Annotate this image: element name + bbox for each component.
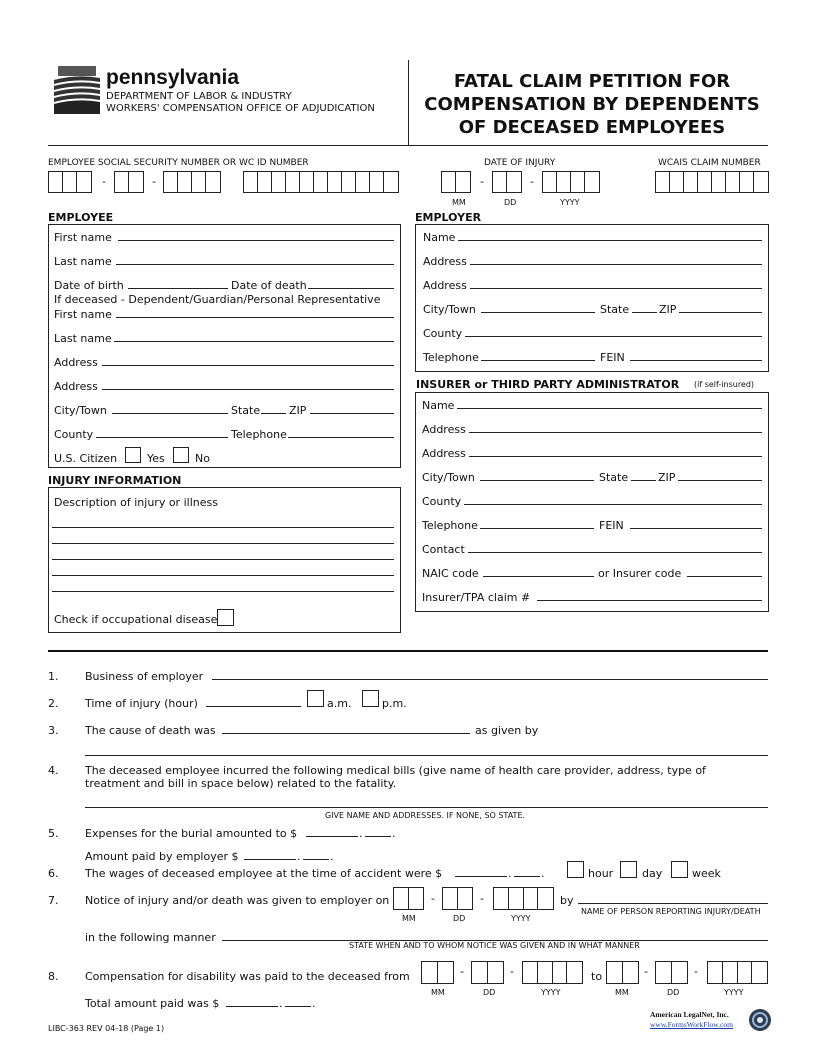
q8-from-yyyy[interactable] <box>522 961 583 984</box>
week-checkbox[interactable] <box>671 861 688 878</box>
week-label: week <box>692 867 721 880</box>
ins-claim-label: Insurer/TPA claim # <box>422 591 531 604</box>
q8-from-dash1: - <box>460 965 464 978</box>
er-city-field[interactable] <box>481 312 595 313</box>
q7-dd-label: DD <box>453 914 466 923</box>
dept-line1: DEPARTMENT OF LABOR & INDUSTRY <box>106 91 292 102</box>
q7-dash2: - <box>480 892 484 905</box>
am-checkbox[interactable] <box>307 690 324 707</box>
emp-city-label: City/Town <box>54 404 107 417</box>
emp-address1-label: Address <box>54 356 98 369</box>
q7-reporter-caption: NAME OF PERSON REPORTING INJURY/DEATH <box>581 907 761 916</box>
q5-label: Expenses for the burial amounted to $ <box>85 827 298 840</box>
emp-zip-field[interactable] <box>310 413 394 414</box>
er-zip-label: ZIP <box>659 303 677 316</box>
ins-city-label: City/Town <box>422 471 475 484</box>
ins-county-field[interactable] <box>464 504 762 505</box>
q7-yyyy-label: YYYY <box>511 914 531 923</box>
citizen-no-label: No <box>195 452 210 465</box>
er-address1-label: Address <box>423 255 467 268</box>
q8-to-label: to <box>591 970 603 983</box>
emp-first-name-label: First name <box>54 231 112 244</box>
er-zip-field[interactable] <box>679 312 762 313</box>
q8-from-mm-label: MM <box>431 988 445 997</box>
q5-cents-field[interactable] <box>365 836 391 837</box>
injury-line-2[interactable] <box>52 543 394 544</box>
employer-box <box>415 224 769 372</box>
injury-description-label: Description of injury or illness <box>54 496 218 509</box>
ssn-dash1: - <box>102 175 106 188</box>
er-state-field[interactable] <box>632 312 657 313</box>
insurer-heading-note: (if self-insured) <box>694 380 755 389</box>
q7-number: 7. <box>48 894 59 907</box>
q7-label: Notice of injury and/or death was given to employer on <box>85 894 390 907</box>
injury-line-3[interactable] <box>52 559 394 560</box>
emp-dob-field[interactable] <box>128 288 228 289</box>
ins-zip-field[interactable] <box>678 480 762 481</box>
q8-total-label: Total amount paid was $ <box>85 997 220 1010</box>
emp-first-name-field[interactable] <box>118 240 394 241</box>
q5-paid-dot: . <box>297 850 301 863</box>
occupational-label: Check if occupational disease <box>54 613 218 626</box>
hour-checkbox[interactable] <box>567 861 584 878</box>
employer-heading: EMPLOYER <box>415 211 482 224</box>
wcais-number[interactable] <box>655 171 769 193</box>
er-address2-label: Address <box>423 279 467 292</box>
emp-state-label: State <box>231 404 261 417</box>
q7-dash1: - <box>431 892 435 905</box>
emp-state-field[interactable] <box>261 413 286 414</box>
employee-heading: EMPLOYEE <box>48 211 114 224</box>
ins-fein-field[interactable] <box>630 528 762 529</box>
q6-cents-field[interactable] <box>514 876 540 877</box>
q2-label: Time of injury (hour) <box>85 697 198 710</box>
state-name: pennsylvania <box>106 66 240 89</box>
emp-address2-field[interactable] <box>102 389 394 390</box>
q6-number: 6. <box>48 867 59 880</box>
q4-number: 4. <box>48 764 59 777</box>
hour-label: hour <box>588 867 614 880</box>
q8-to-dash2: - <box>694 965 698 978</box>
q5-paid-cents-field[interactable] <box>303 859 329 860</box>
doi-dash1: - <box>480 175 484 188</box>
ins-address1-field[interactable] <box>469 432 762 433</box>
q3-cause-field[interactable] <box>222 733 470 734</box>
ins-telephone-label: Telephone <box>422 519 478 532</box>
if-deceased-label: If deceased - Dependent/Guardian/Personal Representative <box>54 293 381 306</box>
emp-telephone-field[interactable] <box>288 437 394 438</box>
q4-caption: GIVE NAME AND ADDRESSES. IF NONE, SO STATE. <box>325 811 526 820</box>
q6-dot: . <box>508 867 512 880</box>
emp-zip-label: ZIP <box>289 404 307 417</box>
citizen-yes-label: Yes <box>147 452 165 465</box>
ins-city-field[interactable] <box>480 480 594 481</box>
ins-zip-label: ZIP <box>658 471 676 484</box>
form-id: LIBC-363 REV 04-18 (Page 1) <box>48 1024 165 1033</box>
er-county-field[interactable] <box>465 336 762 337</box>
pm-label: p.m. <box>382 697 407 710</box>
q8-to-mm-label: MM <box>615 988 629 997</box>
emp-last-name-label: Last name <box>54 255 112 268</box>
rep-last-name-label: Last name <box>54 332 112 345</box>
ins-telephone-field[interactable] <box>480 528 594 529</box>
title-line3: OF DECEASED EMPLOYEES <box>458 117 726 138</box>
emp-city-field[interactable] <box>112 413 228 414</box>
rep-first-name-label: First name <box>54 308 112 321</box>
er-fein-label: FEIN <box>600 351 625 364</box>
q5-number: 5. <box>48 827 59 840</box>
ins-name-label: Name <box>422 399 455 412</box>
q1-field[interactable] <box>212 679 768 680</box>
q4-label-line2: treatment and bill in space below) related to the fatality. <box>85 777 397 790</box>
q8-to-yyyy[interactable] <box>707 961 768 984</box>
dept-line2: WORKERS' COMPENSATION OFFICE OF ADJUDICATION <box>106 103 375 114</box>
section-divider <box>48 650 768 652</box>
q8-total-dollars-field[interactable] <box>226 1006 278 1007</box>
q8-from-dd-label: DD <box>483 988 496 997</box>
ins-insurer-code-label: or Insurer code <box>598 567 682 580</box>
er-telephone-field[interactable] <box>481 360 595 361</box>
q8-to-yyyy-label: YYYY <box>724 988 744 997</box>
ins-state-field[interactable] <box>631 480 656 481</box>
ins-claim-field[interactable] <box>537 600 762 601</box>
doi-dd-label: DD <box>504 198 517 207</box>
q5-end-dot: . <box>392 827 396 840</box>
q7-dd[interactable] <box>442 887 473 910</box>
q8-from-dash2: - <box>510 965 514 978</box>
q7-manner-caption: STATE WHEN AND TO WHOM NOTICE WAS GIVEN AND IN WHAT MANNER <box>349 941 640 950</box>
ins-contact-label: Contact <box>422 543 465 556</box>
ins-naic-label: NAIC code <box>422 567 479 580</box>
ins-state-label: State <box>599 471 629 484</box>
q5-paid-label: Amount paid by employer $ <box>85 850 239 863</box>
q8-label: Compensation for disability was paid to the deceased from <box>85 970 410 983</box>
injury-heading: INJURY INFORMATION <box>48 474 182 487</box>
q8-to-dd-label: DD <box>667 988 680 997</box>
day-label: day <box>642 867 663 880</box>
publisher-url[interactable]: www.FormsWorkFlow.com <box>650 1020 734 1029</box>
ssn-dash2: - <box>152 175 156 188</box>
publisher-badge <box>648 1007 772 1035</box>
pa-logo <box>52 66 102 116</box>
doi-label: DATE OF INJURY <box>484 158 556 168</box>
ins-county-label: County <box>422 495 462 508</box>
ins-address2-field[interactable] <box>469 456 762 457</box>
q7-by-label: by <box>560 894 574 907</box>
ins-fein-label: FEIN <box>599 519 624 532</box>
q8-total-cents-field[interactable] <box>285 1006 311 1007</box>
q8-from-yyyy-label: YYYY <box>541 988 561 997</box>
wcais-label: WCAIS CLAIM NUMBER <box>658 158 761 168</box>
ins-address2-label: Address <box>422 447 466 460</box>
q5-paid-end-dot: . <box>330 850 334 863</box>
er-county-label: County <box>423 327 463 340</box>
emp-last-name-field[interactable] <box>116 264 394 265</box>
er-state-label: State <box>600 303 630 316</box>
ssn-part2[interactable] <box>114 171 144 193</box>
doi-mm[interactable] <box>441 171 471 193</box>
q6-label: The wages of deceased employee at the time of accident were $ <box>85 867 443 880</box>
citizen-yes-checkbox[interactable] <box>125 447 141 463</box>
q2-field[interactable] <box>206 706 301 707</box>
q8-from-mm[interactable] <box>421 961 454 984</box>
q5-paid-dollars-field[interactable] <box>244 859 296 860</box>
ins-name-field[interactable] <box>457 408 762 409</box>
emp-dod-field[interactable] <box>308 288 394 289</box>
emp-dob-label: Date of birth <box>54 279 124 292</box>
er-name-field[interactable] <box>458 240 762 241</box>
occupational-checkbox[interactable] <box>217 609 234 626</box>
q7-mm[interactable] <box>393 887 424 910</box>
ins-contact-field[interactable] <box>468 552 762 553</box>
q8-to-mm[interactable] <box>606 961 639 984</box>
q4-label-line1: The deceased employee incurred the following medical bills (give name of health care provider, address, type of <box>85 764 706 777</box>
q4-field[interactable] <box>85 807 768 808</box>
q3-given-by-field[interactable] <box>85 755 768 756</box>
er-address1-field[interactable] <box>470 264 762 265</box>
q3-number: 3. <box>48 724 59 737</box>
q7-mm-label: MM <box>402 914 416 923</box>
rep-last-name-field[interactable] <box>114 341 394 342</box>
title-line1: FATAL CLAIM PETITION FOR <box>453 71 731 92</box>
q2-number: 2. <box>48 697 59 710</box>
doi-mm-label: MM <box>452 198 466 207</box>
q1-label: Business of employer <box>85 670 204 683</box>
q3-given-by-label: as given by <box>475 724 539 737</box>
q8-number: 8. <box>48 970 59 983</box>
injury-line-1[interactable] <box>52 527 394 528</box>
pm-checkbox[interactable] <box>362 690 379 707</box>
emp-telephone-label: Telephone <box>231 428 287 441</box>
er-address2-field[interactable] <box>470 288 762 289</box>
er-name-label: Name <box>423 231 456 244</box>
emp-address1-field[interactable] <box>102 365 394 366</box>
ins-address1-label: Address <box>422 423 466 436</box>
ssn-part1[interactable] <box>48 171 92 193</box>
form-title <box>410 70 774 139</box>
day-checkbox[interactable] <box>620 861 637 878</box>
emp-dod-label: Date of death <box>231 279 307 292</box>
q8-to-dd[interactable] <box>655 961 688 984</box>
emp-county-field[interactable] <box>96 437 228 438</box>
injury-line-4[interactable] <box>52 575 394 576</box>
er-fein-field[interactable] <box>630 360 762 361</box>
er-city-label: City/Town <box>423 303 476 316</box>
q5-dot: . <box>359 827 363 840</box>
doi-dash2: - <box>530 175 534 188</box>
ssn-part3[interactable] <box>163 171 221 193</box>
q6-dollars-field[interactable] <box>455 876 507 877</box>
q8-to-dash1: - <box>644 965 648 978</box>
q1-number: 1. <box>48 670 59 683</box>
ins-insurer-code-field[interactable] <box>687 576 762 577</box>
injury-line-5[interactable] <box>52 591 394 592</box>
q7-manner-label: in the following manner <box>85 931 216 944</box>
ssn-label: EMPLOYEE SOCIAL SECURITY NUMBER OR WC ID NUMBER <box>48 158 309 168</box>
citizen-label: U.S. Citizen <box>54 452 118 465</box>
q8-total-dot: . <box>279 997 283 1010</box>
q3-label: The cause of death was <box>85 724 216 737</box>
header-divider <box>408 60 409 145</box>
q6-end-dot: . <box>541 867 545 880</box>
am-label: a.m. <box>327 697 352 710</box>
doi-yyyy-label: YYYY <box>560 198 580 207</box>
emp-county-label: County <box>54 428 94 441</box>
rep-first-name-field[interactable] <box>116 317 394 318</box>
q7-reporter-field[interactable] <box>578 903 768 904</box>
publisher-name: American LegalNet, Inc. <box>650 1010 729 1019</box>
q8-from-dd[interactable] <box>471 961 504 984</box>
ins-naic-field[interactable] <box>483 576 594 577</box>
q7-yyyy[interactable] <box>493 887 554 910</box>
doi-yyyy[interactable] <box>542 171 600 193</box>
title-line2: COMPENSATION BY DEPENDENTS <box>424 94 760 115</box>
citizen-no-checkbox[interactable] <box>173 447 189 463</box>
er-telephone-label: Telephone <box>423 351 479 364</box>
header-rule <box>48 145 768 146</box>
wc-id-number[interactable] <box>243 171 399 193</box>
q5-dollars-field[interactable] <box>306 836 358 837</box>
doi-dd[interactable] <box>492 171 522 193</box>
insurer-heading: INSURER or THIRD PARTY ADMINISTRATOR <box>416 378 680 391</box>
publisher-logo-icon <box>748 1008 772 1032</box>
emp-address2-label: Address <box>54 380 98 393</box>
q8-total-end-dot: . <box>312 997 316 1010</box>
